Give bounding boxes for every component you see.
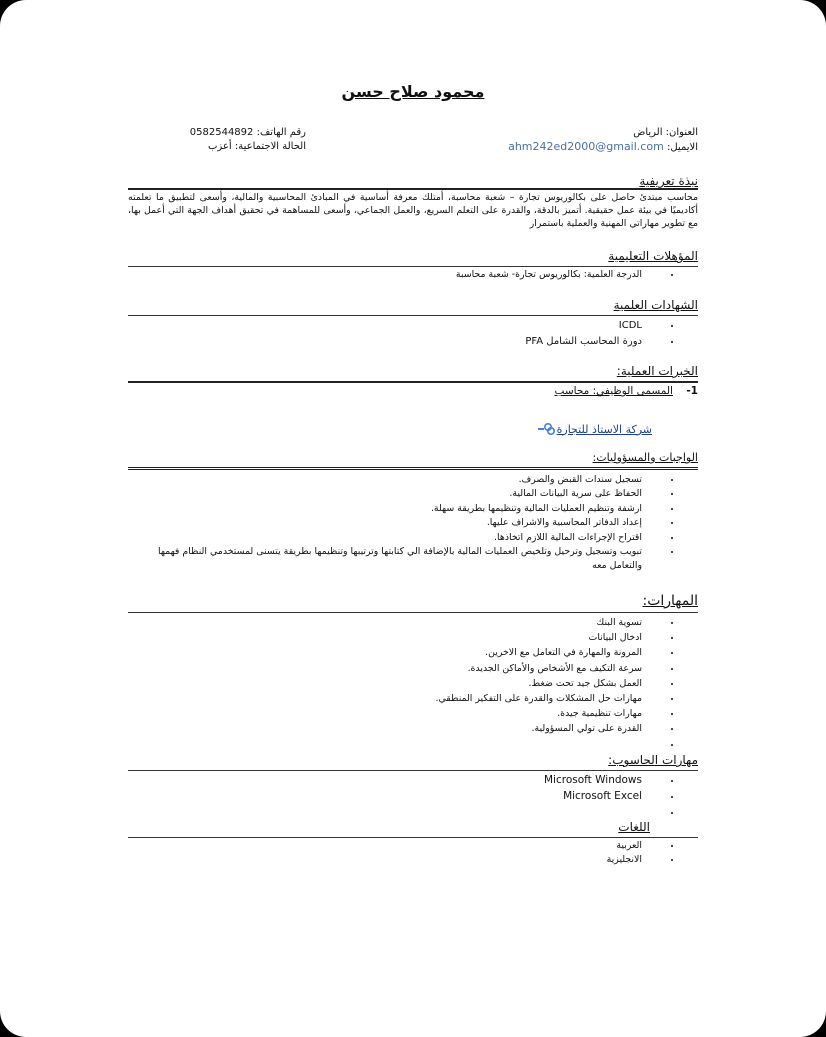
list-item: • العربية [128, 839, 662, 853]
contact-left [128, 126, 306, 154]
list-item: • إعداد الدفاتر المحاسبية والاشراف عليها. [128, 516, 662, 530]
page-title: محمود صلاح حسن [341, 82, 485, 101]
certificates-title: الشهادات العلمية [613, 298, 698, 312]
languages-title: اللغات [618, 820, 650, 834]
education-list [128, 268, 698, 282]
list-item: • Microsoft Windows [128, 772, 662, 788]
company-name[interactable]: شركة الاستاذ للتجارة [556, 422, 652, 436]
list-item: • تسجيل سندات القبض والصرف. [128, 473, 662, 487]
divider [128, 381, 698, 383]
list-item: • القدرة على تولي المسؤولية. [128, 721, 662, 736]
marital-status: الحالة الاجتماعية: أعزب [208, 141, 306, 152]
phone: رقم الهاتف: 0582544892 [189, 127, 306, 138]
education-title: المؤهلات التعليمية [608, 249, 698, 263]
divider [128, 837, 698, 838]
list-item: • سرعة التكيف مع الأشخاص والأماكن الجديدة. [128, 661, 662, 676]
certificates-list [128, 318, 698, 350]
resume-document [128, 0, 698, 1037]
divider [128, 770, 698, 771]
divider [128, 188, 698, 190]
link-icon [537, 422, 555, 436]
job-line [555, 385, 698, 397]
contact-right [508, 126, 698, 155]
list-item: • الحفاظ على سرية البيانات المالية. [128, 487, 662, 501]
divider [128, 315, 698, 316]
duties-title: الواجبات والمسؤوليات: [592, 451, 698, 464]
computer-list [128, 772, 698, 820]
list-item: • ارشفة وتنظيم العمليات المالية وتنظيمها بطريقة سهلة. [128, 502, 662, 516]
list-item: • مهارات تنظيمية جيدة. [128, 706, 662, 721]
address: العنوان: الرياض [633, 127, 698, 138]
list-item: • العمل بشكل جيد تحت ضغط. [128, 676, 662, 691]
list-item: • دورة المحاسب الشامل PFA [128, 334, 662, 350]
intro-text: محاسب مبتدئ حاصل على بكالوريوس تجارة – شعبة محاسبة، أمتلك معرفة أساسية في المبادئ المحاسبية والمالية، وأسعى لتطبيق ما تعلمته أكاديميًا في بيئة عمل حقيقية. أتميز بالدقة، والقدرة على التعلم السريع، والعمل الجماعي، وأسعى للمساهمة في تحقيق أهداف الجهة التي أعمل بها، مع تطوير مهاراتي المهنية والعملية باستمرار [128, 192, 698, 229]
list-item: • ICDL [128, 318, 662, 334]
skills-list [128, 615, 698, 752]
skills-title: المهارات: [642, 593, 698, 609]
experience-title: الخبرات العملية: [616, 364, 698, 378]
list-item: • مهارات حل المشكلات والقدرة على التفكير المنطقي. [128, 691, 662, 706]
email-link[interactable]: ahm242ed2000@gmail.com [508, 140, 664, 153]
job-title: المسمى الوظيفي: محاسب [554, 385, 673, 397]
duties-list [128, 473, 698, 574]
list-item: • تسوية البنك [128, 615, 662, 630]
list-item: • اقتراح الإجراءات المالية اللازم اتخاذها. [128, 531, 662, 545]
computer-title: مهارات الحاسوب: [608, 753, 698, 767]
list-item: • تبويب وتسجيل وترحيل وتلخيص العمليات المالية بالإضافة الي كتابتها وترتيبها وتنظيمها بطريقة يتسنى لمستخدمي النظام فهمها والتعامل معه [128, 545, 662, 574]
list-item [128, 737, 662, 752]
list-item: • ادخال البيانات [128, 630, 662, 645]
divider [128, 266, 698, 267]
list-item [128, 804, 662, 820]
divider [128, 467, 698, 470]
company[interactable] [537, 422, 652, 436]
job-number: -1 [686, 385, 698, 397]
list-item: • المرونة والمهارة في التعامل مع الاخرين. [128, 645, 662, 660]
languages-list [128, 839, 698, 868]
list-item: • الدرجة العلمية: بكالوريوس تجارة- شعبة محاسبة [128, 268, 662, 282]
list-item: • الانجليزية [128, 853, 662, 867]
email-label: الايميل: [666, 142, 698, 153]
divider [128, 612, 698, 613]
intro-title: نبذة تعريفية [639, 174, 698, 188]
list-item: • Microsoft Excel [128, 788, 662, 804]
